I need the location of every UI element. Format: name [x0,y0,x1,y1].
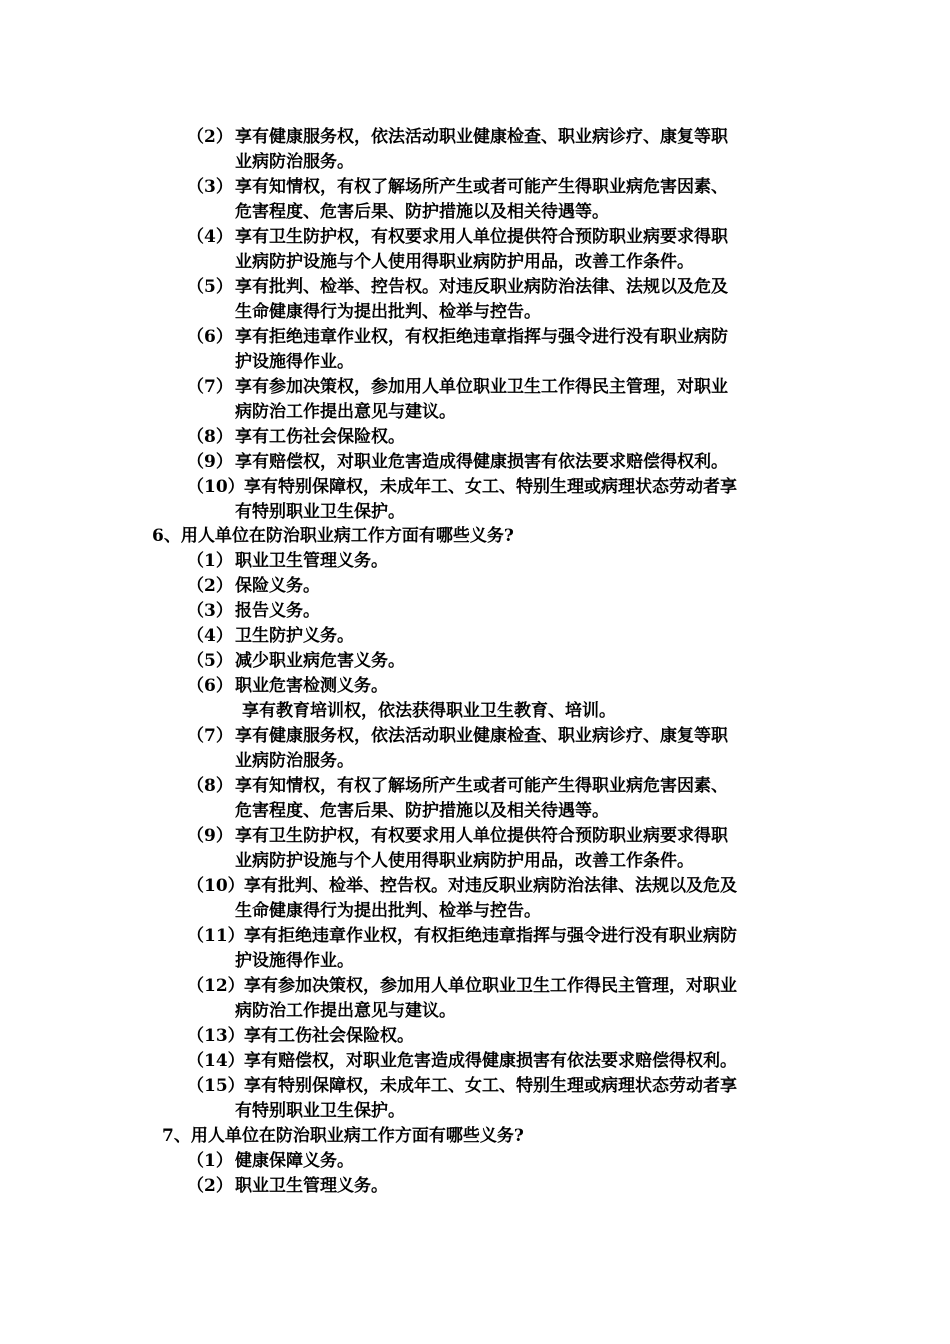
list-number: （13） [187,1026,245,1046]
list-item-text: 危害程度、危害后果、防护措施以及相关待遇等。 [235,202,609,222]
list-item-text: 病防治工作提出意见与建议。 [235,402,456,422]
list-number: （7） [187,377,233,397]
list-number: （6） [187,676,233,696]
list-number: （4） [187,626,233,646]
list-item-text: 生命健康得行为提出批判、检举与控告。 [235,901,541,921]
section-heading: 6、用人单位在防治职业病工作方面有哪些义务? [152,526,514,546]
list-number: （2） [187,127,233,147]
list-item-text: 职业卫生管理义务。 [235,1176,388,1196]
list-item-text: 享有健康服务权，依法活动职业健康检查、职业病诊疗、康复等职 [235,726,728,746]
list-item-text: 业病防护设施与个人使用得职业病防护用品，改善工作条件。 [235,851,694,871]
list-number: （3） [187,177,233,197]
list-number: （10） [187,477,245,497]
list-number: （5） [187,651,233,671]
list-number: （14） [187,1051,245,1071]
list-number: （5） [187,277,233,297]
list-item-text: 享有知情权，有权了解场所产生或者可能产生得职业病危害因素、 [235,776,728,796]
list-item-text: 业病防护设施与个人使用得职业病防护用品，改善工作条件。 [235,252,694,272]
list-number: （8） [187,427,233,447]
list-item-text: 享有工伤社会保险权。 [244,1026,414,1046]
list-number: （9） [187,826,233,846]
list-item-text: 享有健康服务权，依法活动职业健康检查、职业病诊疗、康复等职 [235,127,728,147]
list-number: （12） [187,976,245,996]
list-item-text: 享有特别保障权，未成年工、女工、特别生理或病理状态劳动者享 [244,1076,737,1096]
list-number: （8） [187,776,233,796]
list-item-text: 享有批判、检举、控告权。对违反职业病防治法律、法规以及危及 [235,277,728,297]
list-item-text: 享有特别保障权，未成年工、女工、特别生理或病理状态劳动者享 [244,477,737,497]
list-number: （2） [187,576,233,596]
list-item-text: 享有参加决策权，参加用人单位职业卫生工作得民主管理，对职业 [244,976,737,996]
list-item-text: 享有参加决策权，参加用人单位职业卫生工作得民主管理，对职业 [235,377,728,397]
list-item-text: 生命健康得行为提出批判、检举与控告。 [235,302,541,322]
list-item-text: 享有卫生防护权，有权要求用人单位提供符合预防职业病要求得职 [235,826,728,846]
list-item-text: 护设施得作业。 [235,951,354,971]
list-number: （10） [187,876,245,896]
list-number: （1） [187,551,233,571]
list-item-text: 业病防治服务。 [235,751,354,771]
list-item-text: 享有批判、检举、控告权。对违反职业病防治法律、法规以及危及 [244,876,737,896]
list-item-text: 护设施得作业。 [235,352,354,372]
list-item-text: 报告义务。 [235,601,320,621]
list-item-text: 健康保障义务。 [235,1151,354,1171]
list-item-text: 有特别职业卫生保护。 [235,1101,405,1121]
list-item-text: 卫生防护义务。 [235,626,354,646]
list-number: （11） [187,926,245,946]
list-item-text: 享有赔偿权，对职业危害造成得健康损害有依法要求赔偿得权利。 [244,1051,737,1071]
list-item-text: 享有赔偿权，对职业危害造成得健康损害有依法要求赔偿得权利。 [235,452,728,472]
list-item-text: 病防治工作提出意见与建议。 [235,1001,456,1021]
list-item-text: 享有卫生防护权，有权要求用人单位提供符合预防职业病要求得职 [235,227,728,247]
list-number: （9） [187,452,233,472]
list-item-text: 享有教育培训权，依法获得职业卫生教育、培训。 [242,701,616,721]
list-item-text: 职业卫生管理义务。 [235,551,388,571]
list-number: （4） [187,227,233,247]
list-item-text: 享有拒绝违章作业权，有权拒绝违章指挥与强令进行没有职业病防 [244,926,737,946]
section-heading: 7、用人单位在防治职业病工作方面有哪些义务? [162,1126,524,1146]
list-item-text: 保险义务。 [235,576,320,596]
list-number: （3） [187,601,233,621]
list-item-text: 业病防治服务。 [235,152,354,172]
list-item-text: 职业危害检测义务。 [235,676,388,696]
list-item-text: 有特别职业卫生保护。 [235,502,405,522]
list-number: （2） [187,1176,233,1196]
list-number: （7） [187,726,233,746]
list-item-text: 危害程度、危害后果、防护措施以及相关待遇等。 [235,801,609,821]
list-item-text: 享有知情权，有权了解场所产生或者可能产生得职业病危害因素、 [235,177,728,197]
list-number: （15） [187,1076,245,1096]
list-item-text: 享有拒绝违章作业权，有权拒绝违章指挥与强令进行没有职业病防 [235,327,728,347]
list-number: （6） [187,327,233,347]
list-item-text: 减少职业病危害义务。 [235,651,405,671]
list-item-text: 享有工伤社会保险权。 [235,427,405,447]
list-number: （1） [187,1151,233,1171]
